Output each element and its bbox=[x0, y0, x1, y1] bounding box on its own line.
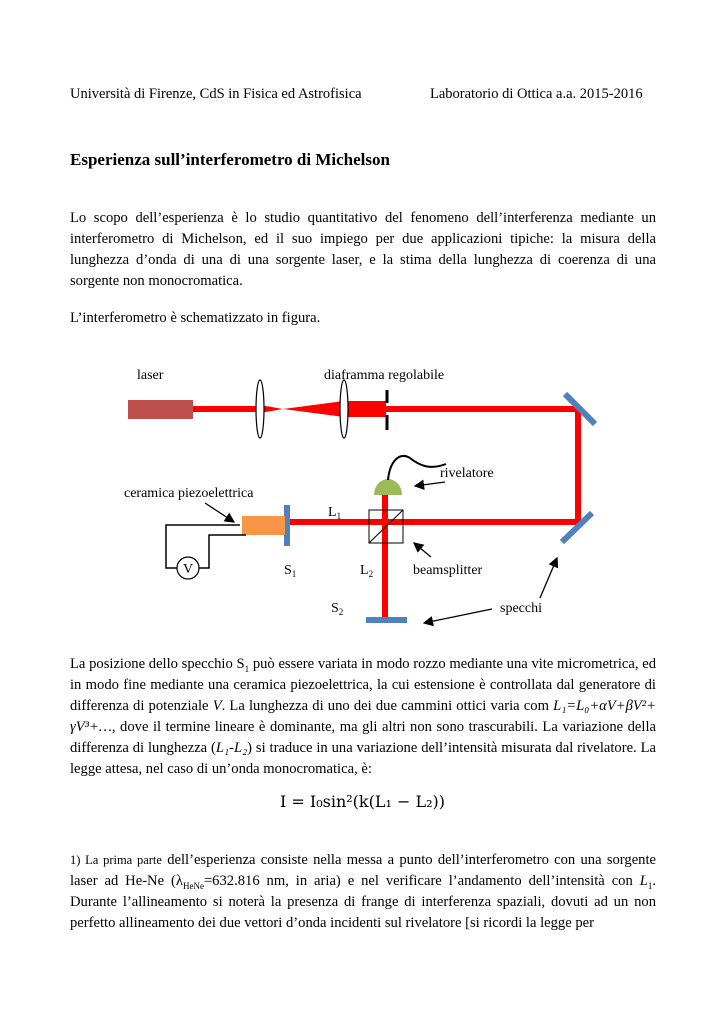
text: , dove il termine lineare è dominante, ma gli altri non sono trascurabili. La variazione della differenza di lunghezza ( bbox=[70, 719, 656, 756]
header-university: Università di Firenze, CdS in Fisica ed Astrofisica bbox=[70, 86, 362, 102]
detector bbox=[374, 479, 402, 495]
piezo-ceramic bbox=[242, 516, 285, 535]
label-L1: $L_1$ bbox=[328, 505, 342, 521]
intro-paragraph: Lo scopo dell’esperienza è lo studio quantitativo del fenomeno dell’interferenza mediante un interferometro di Michelson, ed il suo impiego per due applicazioni tipiche: la misura della lunghezza d’onda di una di una sorgente laser, e la stima della lunghezza di coerenza di una sorgente non monocromatica. bbox=[70, 210, 656, 289]
symbol: λ bbox=[175, 873, 183, 889]
part1-paragraph bbox=[70, 850, 656, 934]
page-title: Esperienza sull’interferometro di Michelson bbox=[70, 150, 390, 169]
label-mirrors: specchi bbox=[500, 601, 542, 616]
lens-2 bbox=[340, 380, 348, 438]
label-diaphragm: diaframma regolabile bbox=[324, 368, 445, 383]
piezo-paragraph bbox=[70, 654, 656, 780]
label-piezo: ceramica piezoelettrica bbox=[124, 486, 254, 501]
subscript: HeNe bbox=[182, 880, 204, 891]
text: può essere variata in modo rozzo mediante una vite micrometrica, ed in modo fine mediante una ceramica piezoelettrica, la cui estensione è controllata dal generatore di differenza di potenziale bbox=[70, 656, 656, 714]
laser-source bbox=[128, 400, 193, 419]
text: =632.816 nm, in aria) e nel verificare l’andamento dell’intensità con bbox=[203, 873, 640, 889]
text: dell’esperienza consiste nella messa a punto dell’interferometro con una sorgente laser ad He-Ne ( bbox=[70, 852, 656, 889]
figure-intro: L’interferometro è schematizzato in figura. bbox=[70, 310, 321, 326]
part-number: 1) La prima parte bbox=[70, 853, 162, 867]
label-S2: $S_2$ bbox=[331, 601, 344, 617]
label-beamsplitter: beamsplitter bbox=[413, 563, 483, 578]
header-course: Laboratorio di Ottica a.a. 2015-2016 bbox=[430, 86, 643, 102]
subscript: 1 bbox=[647, 880, 653, 891]
intensity-formula: I = I₀sin²(k(L₁ − L₂)) bbox=[280, 792, 445, 811]
symbol: L bbox=[639, 873, 648, 889]
voltmeter-label: V bbox=[182, 562, 194, 577]
label-detector: rivelatore bbox=[440, 466, 494, 481]
length-difference: L₁-L₂ bbox=[215, 740, 248, 756]
label-laser: laser bbox=[137, 368, 164, 383]
text: . Durante l’allineamento si noterà la presenza di frange di interferenza spaziali, dovuti ad un non perfetto allineamento dei due vettori d’onda incidenti sul rivelatore [si ricordi la legge per bbox=[70, 873, 656, 931]
lens-1 bbox=[256, 380, 264, 438]
label-S1: $S_1$ bbox=[284, 563, 297, 579]
subscript: 1 bbox=[244, 663, 250, 674]
text: La posizione dello specchio S bbox=[70, 656, 245, 672]
text: ) si traduce in una variazione dell’intensità misurata dal rivelatore. La legge attesa, nel caso di un’onda monocromatica, è: bbox=[70, 740, 656, 777]
symbol: V bbox=[212, 698, 222, 714]
length-equation: L₁=L₀+αV+βV²+ γV³+… bbox=[70, 698, 656, 735]
detector-cable bbox=[388, 456, 446, 480]
voltmeter-wires bbox=[166, 525, 246, 568]
text: . La lunghezza di uno dei due cammini ottici varia com bbox=[221, 698, 554, 714]
label-L2: $L_2$ bbox=[360, 563, 374, 579]
